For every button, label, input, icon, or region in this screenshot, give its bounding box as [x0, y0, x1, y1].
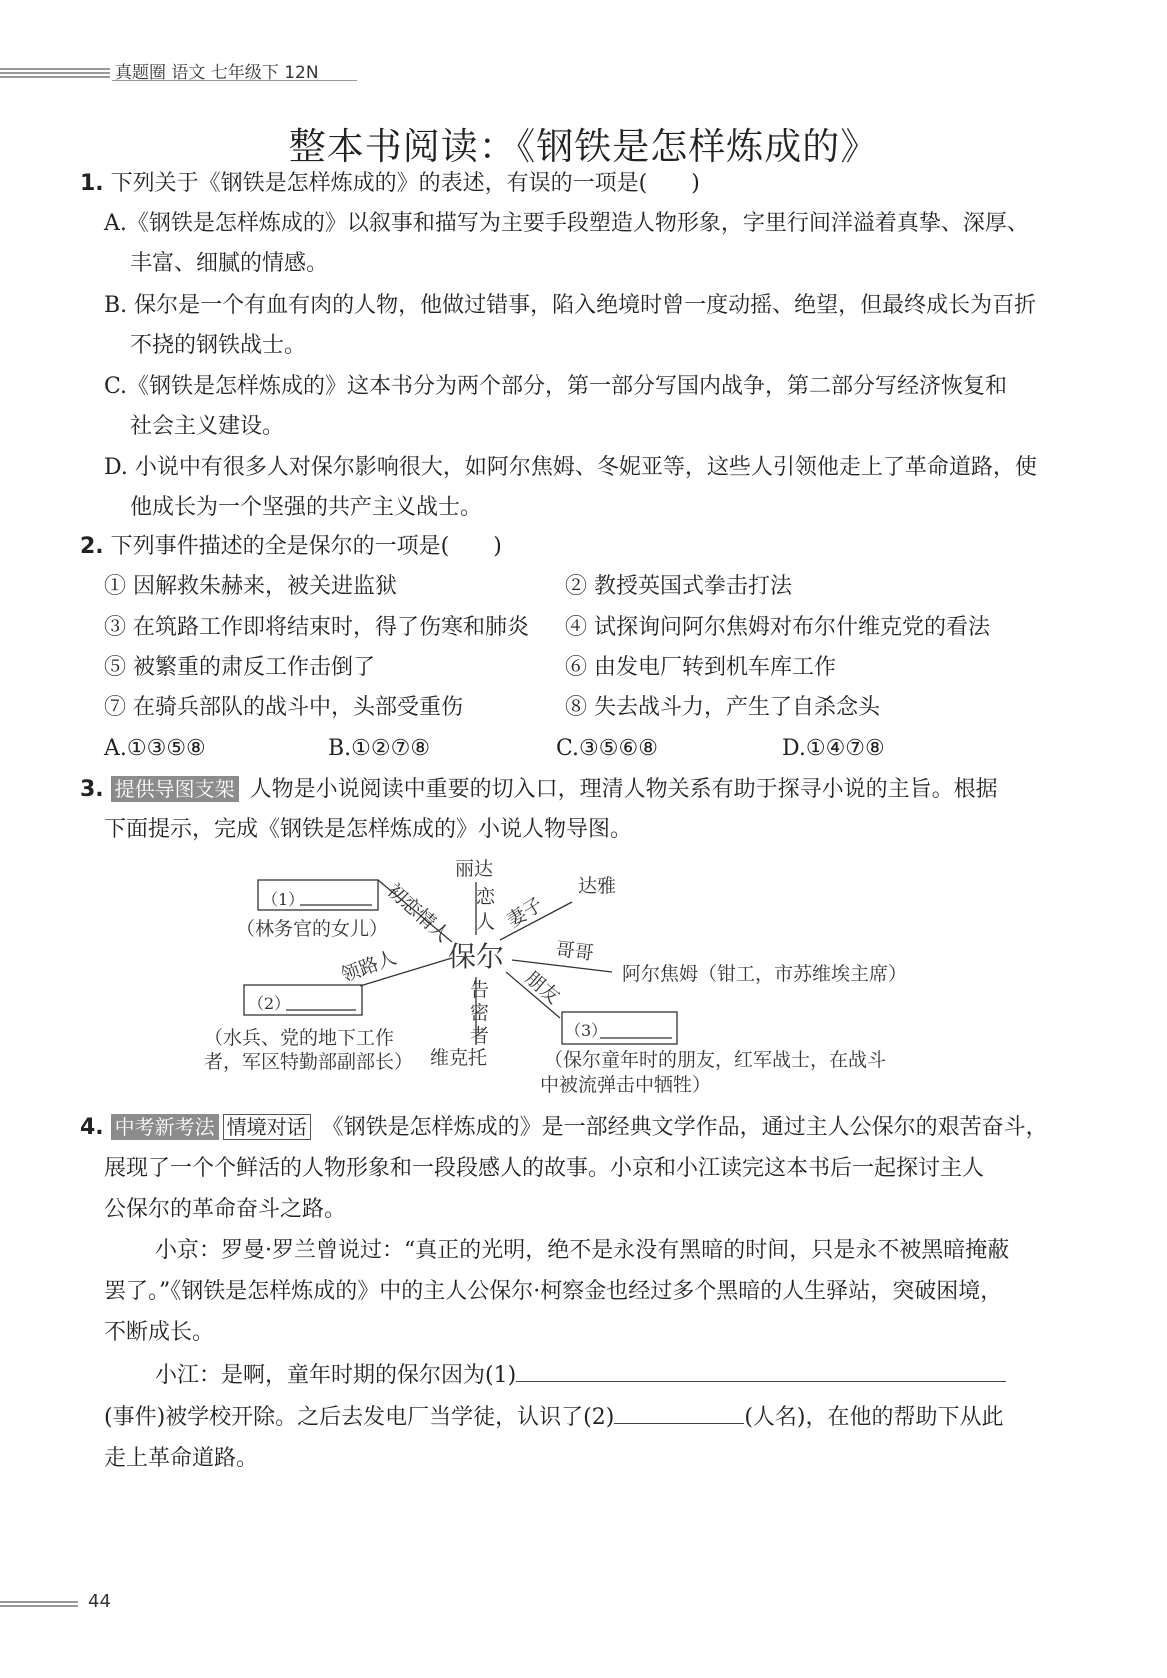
q4-xiaojing-3: 不断成长。	[104, 1320, 215, 1345]
page-number: 44	[88, 1591, 111, 1612]
map-chulian: 初恋情人	[382, 879, 454, 947]
q4-xiaojiang-2	[104, 1396, 1004, 1440]
q1-option-b-line2: 不挠的钢铁战士。	[130, 333, 307, 358]
map-daya: 达雅	[578, 875, 617, 897]
q1-stem-text: 下列关于《钢铁是怎样炼成的》的表述，有误的一项是( )	[110, 171, 700, 196]
q4-xiaojiang-3: 走上革命道路。	[104, 1446, 259, 1471]
q4-line1	[80, 1106, 1048, 1150]
q3-line1-text: 人物是小说阅读中重要的切入口，理清人物关系有助于探寻小说的主旨。根据	[249, 777, 998, 802]
q4-xiaojing-2: 罢了。”《钢铁是怎样炼成的》中的主人公保尔·柯察金也经过多个黑暗的人生驿站，突破困境，	[104, 1279, 1003, 1304]
map-box2-label: （2）	[248, 994, 291, 1013]
q4-line1-text: 《钢铁是怎样炼成的》是一部经典文学作品，通过主人公保尔的艰苦奋斗，	[321, 1115, 1048, 1140]
map-center-paul: 保尔	[448, 940, 505, 973]
map-gaomizhe-1: 告	[470, 979, 490, 1001]
map-artyom: 阿尔焦姆（钳工，市苏维埃主席）	[622, 963, 908, 985]
q2-event-3: ③ 在筑路工作即将结束时，得了伤寒和肺炎	[104, 615, 529, 640]
map-friend-desc-2: 中被流弹击中牺牲）	[540, 1074, 712, 1096]
q1-option-d-line1: D. 小说中有很多人对保尔影响很大，如阿尔焦姆、冬妮亚等，这些人引领他走上了革命道路，使	[104, 455, 1037, 480]
q2-choice-a: A.①③⑤⑧	[104, 736, 206, 761]
q2-stem-text: 下列事件描述的全是保尔的一项是( )	[110, 534, 502, 559]
answer-blank-2[interactable]	[614, 1403, 744, 1424]
map-friend-desc-1: （保尔童年时的朋友，红军战士，在战斗	[544, 1049, 887, 1071]
q2-event-7: ⑦ 在骑兵部队的战斗中，头部受重伤	[104, 695, 463, 720]
q4-tag-new-method: 中考新考法	[111, 1114, 219, 1140]
q4-line3: 公保尔的革命奋斗之路。	[104, 1197, 347, 1222]
q4-xiaojiang-2a-text: (事件)被学校开除。之后去发电厂当学徒，认识了(2)	[104, 1405, 615, 1430]
q4-number: 4.	[80, 1115, 104, 1140]
q2-event-5: ⑤ 被繁重的肃反工作击倒了	[104, 655, 375, 680]
map-lida: 丽达	[455, 858, 494, 880]
q4-xiaojiang-2b-text: (人名)，在他的帮助下从此	[744, 1405, 1004, 1430]
q2-number: 2.	[80, 534, 104, 559]
map-gege: 哥哥	[554, 938, 595, 965]
q3-tag: 提供导图支架	[111, 776, 239, 802]
map-box3-label: （3）	[565, 1021, 608, 1040]
q4-tag-dialogue: 情境对话	[223, 1114, 311, 1140]
q1-option-c-line1: C.《钢铁是怎样炼成的》这本书分为两个部分，第一部分写国内战争，第二部分写经济恢复和	[104, 374, 1008, 399]
q4-line2: 展现了一个个鲜活的人物形象和一段段感人的故事。小京和小江读完这本书后一起探讨主人	[104, 1156, 985, 1181]
q1-option-b-line1: B. 保尔是一个有血有肉的人物，他做过错事，陷入绝境时曾一度动摇、绝望，但最终成长为百折	[104, 293, 1037, 318]
page-footer	[0, 1591, 111, 1612]
q2-choice-b: B.①②⑦⑧	[328, 736, 431, 761]
map-lianren-1: 恋	[476, 886, 496, 908]
q3-number: 3.	[80, 777, 104, 802]
map-qizi: 妻子	[502, 893, 547, 933]
q1-option-d-line2: 他成长为一个坚强的共产主义战士。	[130, 495, 483, 520]
q1-option-c-line2: 社会主义建设。	[130, 414, 285, 439]
q3-line2: 下面提示，完成《钢铁是怎样炼成的》小说人物导图。	[104, 817, 633, 842]
q2-event-2: ② 教授英国式拳击打法	[565, 574, 792, 599]
map-gaomizhe-2: 密	[470, 1002, 490, 1024]
map-pengyou: 朋友	[520, 966, 565, 1009]
map-leader-desc-2: 者，军区特勤部副部长）	[204, 1051, 414, 1073]
footer-bars	[0, 1601, 100, 1607]
answer-blank-1[interactable]	[516, 1361, 1006, 1382]
map-box1-label: （1）	[262, 890, 305, 909]
map-forester-daughter: （林务官的女儿）	[236, 918, 389, 940]
q2-event-6: ⑥ 由发电厂转到机车库工作	[565, 655, 836, 680]
q2-event-4: ④ 试探询问阿尔焦姆对布尔什维克党的看法	[565, 615, 990, 640]
header-text: 真题圈 语文 七年级下 12N	[115, 63, 319, 83]
map-linglu: 领路人	[338, 946, 400, 987]
q4-xiaojiang-1	[155, 1354, 1006, 1398]
q2-choice-c: C.③⑤⑥⑧	[556, 736, 658, 761]
q4-xiaojing-1: 小京：罗曼·罗兰曾说过：“真正的光明，绝不是永没有黑暗的时间，只是永不被黑暗掩蔽	[155, 1238, 1010, 1263]
q2-event-1: ① 因解救朱赫来，被关进监狱	[104, 574, 397, 599]
map-weiketuo: 维克托	[430, 1047, 488, 1069]
map-lianren-2: 人	[476, 911, 496, 933]
map-gaomizhe-3: 者	[470, 1025, 490, 1047]
q4-xiaojiang-1-text: 小江：是啊，童年时期的保尔因为(1)	[155, 1363, 517, 1388]
map-leader-desc-1: （水兵、党的地下工作	[204, 1027, 395, 1049]
q2-choice-d: D.①④⑦⑧	[782, 736, 885, 761]
page-title: 整本书阅读：《钢铁是怎样炼成的》	[288, 125, 879, 168]
line-artyom	[512, 960, 612, 972]
q1-number: 1.	[80, 171, 104, 196]
q1-option-a-line1: A.《钢铁是怎样炼成的》以叙事和描写为主要手段塑造人物形象，字里行间洋溢着真挚、深厚、	[104, 211, 1029, 236]
q2-event-8: ⑧ 失去战斗力，产生了自杀念头	[565, 695, 880, 720]
q1-option-a-line2: 丰富、细腻的情感。	[130, 251, 329, 276]
